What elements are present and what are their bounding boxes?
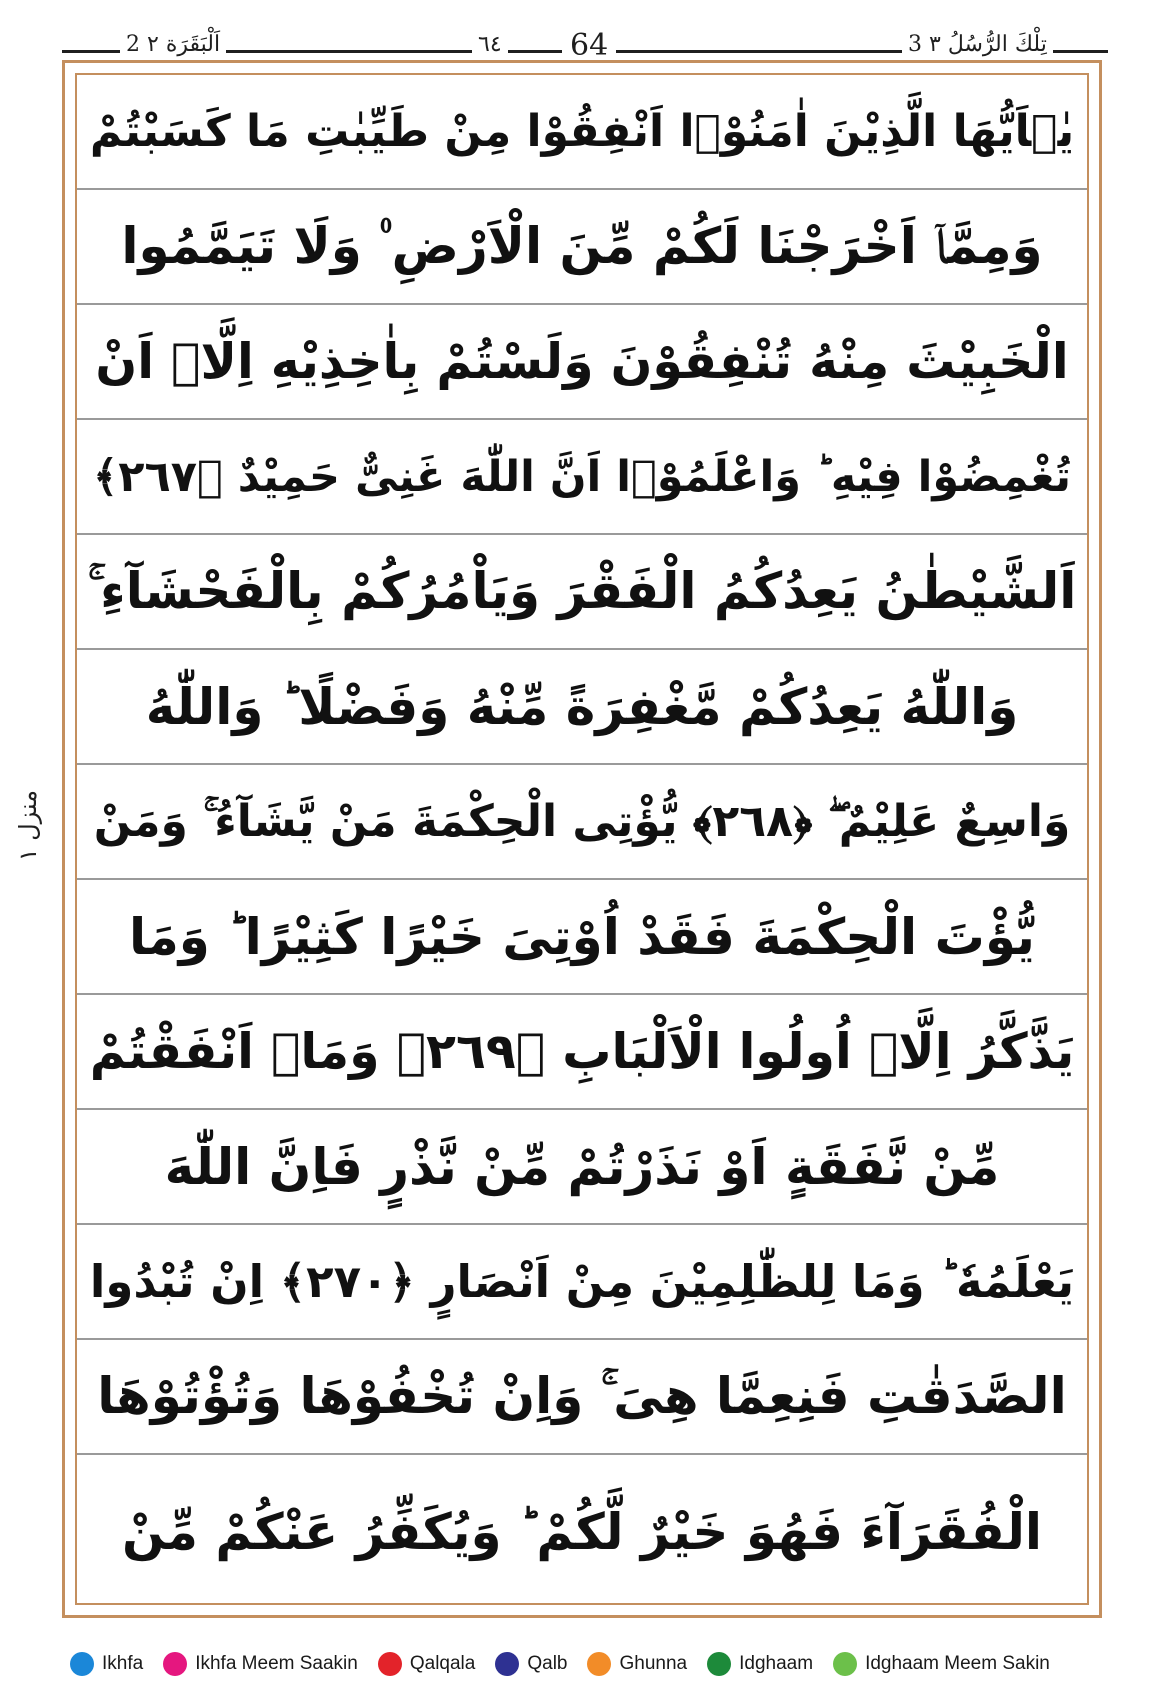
legend-item-ikhfa — [70, 1652, 143, 1676]
text-line — [77, 1110, 1087, 1225]
text-line — [77, 305, 1087, 420]
verse-line: الْخَبِيْثَ مِنْهُ تُنْفِقُوْنَ وَلَسْتُمْ بِاٰخِذِيْهِ اِلَّاۤ اَنْ — [95, 333, 1069, 390]
legend-item-ghunna — [587, 1652, 687, 1676]
legend-item-qalb — [495, 1652, 567, 1676]
verse-line: وَاللّٰهُ يَعِدُكُمْ مَّغْفِرَةً مِّنْهُ وَفَضْلًا ؕ وَاللّٰهُ — [145, 677, 1019, 736]
page-number: 64 — [562, 28, 616, 63]
verse-line: يَذَّكَّرُ اِلَّاۤ اُولُوا الْاَلْبَابِ ﴿٢٦٩﴾ وَمَاۤ اَنْفَقْتُمْ — [89, 1023, 1075, 1080]
page-number-arabic: ٦٤ — [472, 32, 508, 57]
legend-dot — [707, 1652, 731, 1676]
page-frame — [62, 60, 1102, 1618]
verse-line: يُّؤْتَ الْحِكْمَةَ فَقَدْ اُوْتِىَ خَيْرًا كَثِيْرًا ؕ وَمَا — [129, 907, 1035, 966]
manzil-label: منزل ١ — [14, 790, 42, 862]
verse-line: الصَّدَقٰتِ فَنِعِمَّا هِىَ ۚ وَاِنْ تُخْفُوْهَا وَتُؤْتُوْهَا — [97, 1367, 1067, 1425]
verse-line: وَاسِعٌ عَلِيْمٌ ۖ ﴿٢٦٨﴾ يُّؤْتِى الْحِكْمَةَ مَنْ يَّشَآءُ ۚ وَمَنْ — [93, 796, 1071, 847]
text-line — [77, 1340, 1087, 1455]
text-line — [77, 190, 1087, 305]
text-line — [77, 75, 1087, 190]
legend-item-idghaam — [707, 1652, 813, 1676]
legend-dot — [833, 1652, 857, 1676]
legend-dot — [587, 1652, 611, 1676]
legend-label: Qalb — [527, 1653, 568, 1674]
verse-line: يَعْلَمُهٗ ؕ وَمَا لِلظّٰلِمِيْنَ مِنْ اَنْصَارٍ ﴿٢٧٠﴾ اِنْ تُبْدُوا — [89, 1255, 1075, 1308]
legend-label: Ikhfa — [102, 1653, 144, 1674]
verse-line: الْفُقَرَآءَ فَهُوَ خَيْرٌ لَّكُمْ ؕ وَيُكَفِّرُ عَنْكُمْ مِّنْ — [121, 1503, 1043, 1561]
legend-label: Ikhfa Meem Saakin — [195, 1653, 358, 1674]
legend-dot — [163, 1652, 187, 1676]
text-area — [75, 73, 1089, 1605]
verse-line: وَمِمَّاۤ اَخْرَجْنَا لَكُمْ مِّنَ الْاَرْضِ ۠ وَلَا تَيَمَّمُوا — [121, 217, 1043, 275]
legend-label: Idghaam — [739, 1653, 814, 1674]
legend-label: Qalqala — [409, 1653, 476, 1674]
legend-label: Idghaam Meem Sakin — [865, 1653, 1050, 1674]
text-line — [77, 535, 1087, 650]
legend-dot — [378, 1652, 402, 1676]
surah-left-label: 2 اَلْبَقَرَة ٢ — [120, 32, 226, 57]
text-line — [77, 1455, 1087, 1609]
verse-line: مِّنْ نَّفَقَةٍ اَوْ نَذَرْتُمْ مِّنْ نَّذْرٍ فَاِنَّ اللّٰهَ — [164, 1137, 1000, 1196]
text-line — [77, 1225, 1087, 1340]
legend-item-ikhfa-meem-saakin — [163, 1652, 358, 1676]
legend-label: Ghunna — [619, 1653, 688, 1674]
verse-line: اَلشَّيْطٰنُ يَعِدُكُمُ الْفَقْرَ وَيَاْمُرُكُمْ بِالْفَحْشَآءِ ۚ — [87, 562, 1077, 620]
legend-dot — [70, 1652, 94, 1676]
text-line — [77, 650, 1087, 765]
legend-item-idghaam-meem-sakin — [833, 1652, 1050, 1676]
text-line — [77, 995, 1087, 1110]
text-line — [77, 420, 1087, 535]
surah-right-label: 3 تِلْكَ الرُّسُلُ ٣ — [902, 32, 1053, 57]
tajweed-legend — [70, 1652, 1050, 1676]
legend-dot — [495, 1652, 519, 1676]
text-line — [77, 880, 1087, 995]
verse-line: يٰۤاَيُّهَا الَّذِيْنَ اٰمَنُوْۤا اَنْفِقُوْا مِنْ طَيِّبٰتِ مَا كَسَبْتُمْ — [89, 106, 1075, 157]
page-header — [62, 28, 1108, 64]
text-line — [77, 765, 1087, 880]
legend-item-qalqala — [378, 1652, 476, 1676]
verse-line: تُغْمِضُوْا فِيْهِ ؕ وَاعْلَمُوْۤا اَنَّ اللّٰهَ غَنِىٌّ حَمِيْدٌ ﴿٢٦٧﴾ — [93, 451, 1071, 502]
